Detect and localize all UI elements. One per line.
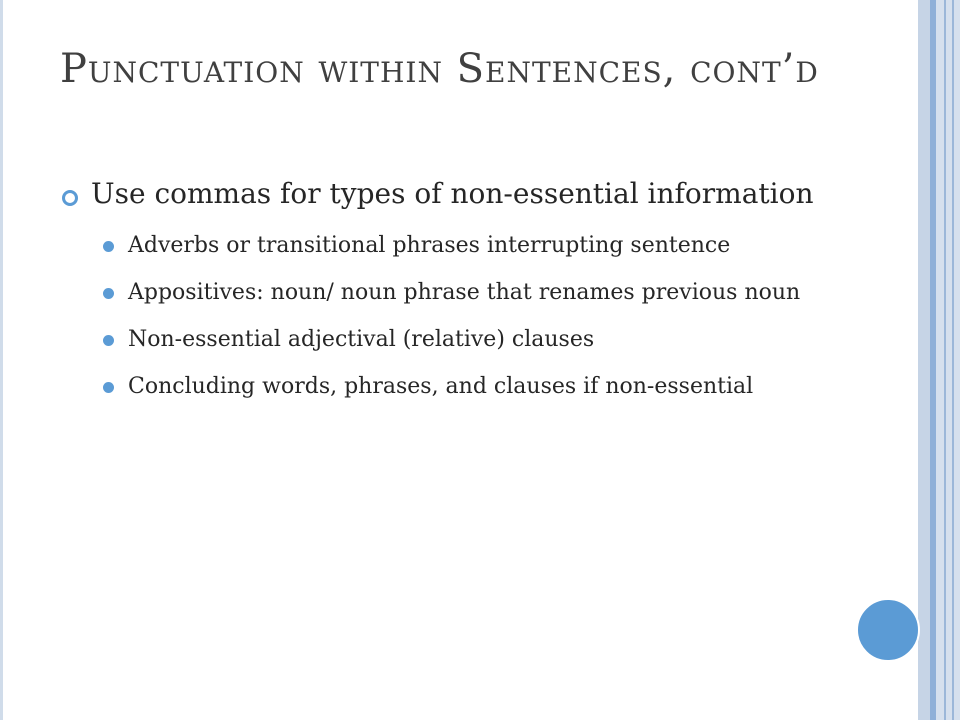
slide-body xyxy=(60,176,880,417)
bullet-level2 xyxy=(60,323,880,356)
bullet-text: Adverbs or transitional phrases interrupting sentence xyxy=(128,233,731,258)
bullet-text: Non-essential adjectival (relative) clauses xyxy=(128,327,595,352)
decorative-stripe xyxy=(952,0,954,720)
accent-circle xyxy=(856,598,920,662)
left-border xyxy=(0,0,3,720)
ring-bullet-icon xyxy=(62,190,78,206)
bullet-text: Appositives: noun/ noun phrase that renames previous noun xyxy=(128,280,801,305)
bullet-text: Use commas for types of non-essential information xyxy=(91,177,814,210)
decorative-stripe xyxy=(944,0,946,720)
slide-title: Punctuation within Sentences, cont’d xyxy=(60,46,819,92)
bullet-text: Concluding words, phrases, and clauses if non-essential xyxy=(128,374,754,399)
dot-bullet-icon xyxy=(103,382,114,393)
bullet-level2 xyxy=(60,229,880,262)
dot-bullet-icon xyxy=(103,288,114,299)
dot-bullet-icon xyxy=(103,241,114,252)
bullet-level1 xyxy=(60,176,880,211)
dot-bullet-icon xyxy=(103,335,114,346)
bullet-level2 xyxy=(60,370,880,403)
bullet-level2 xyxy=(60,276,880,309)
decorative-stripe xyxy=(918,0,930,720)
decorative-stripe xyxy=(936,0,960,720)
